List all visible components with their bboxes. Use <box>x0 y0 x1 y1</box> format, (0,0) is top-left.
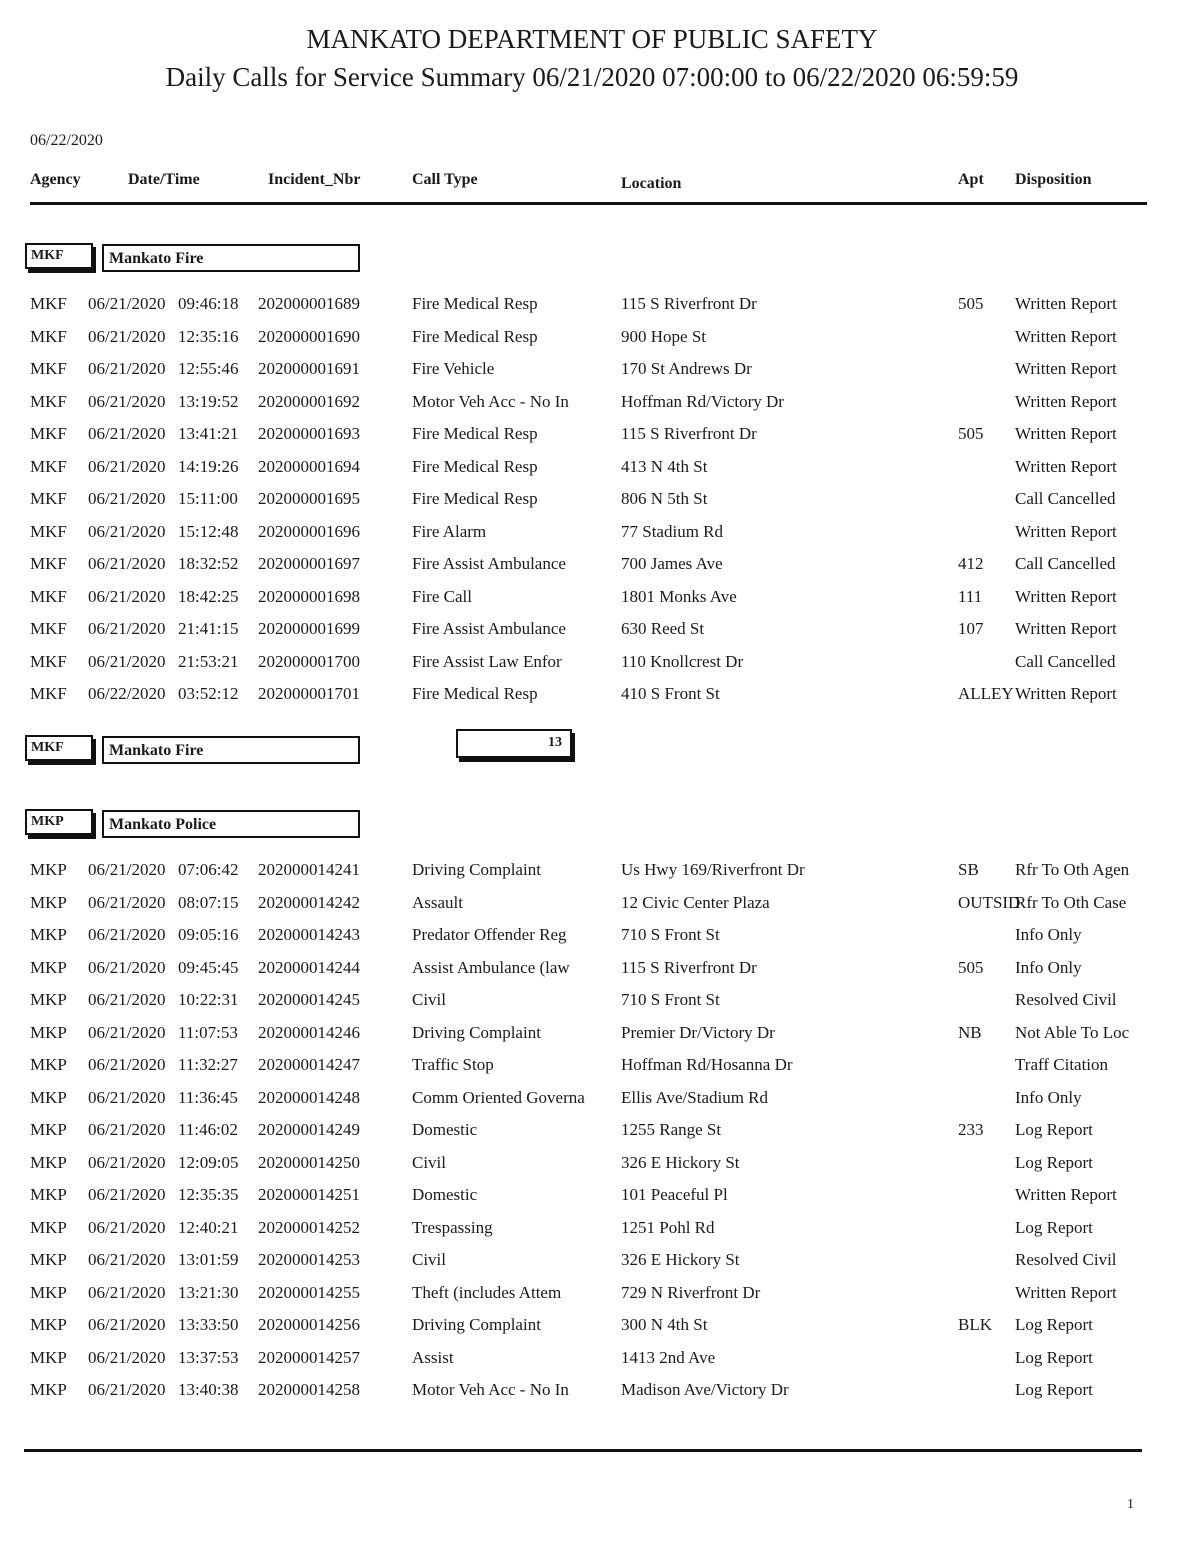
cell-disposition: Info Only <box>1015 957 1082 977</box>
cell-agency: MKF <box>30 586 67 606</box>
cell-time: 15:11:00 <box>178 489 238 508</box>
cell-date: 06/21/2020 <box>88 326 166 346</box>
cell-incident-number: 202000014249 <box>258 1120 360 1139</box>
cell-disposition: Written Report <box>1015 359 1117 378</box>
table-row <box>0 1348 1200 1374</box>
table-row <box>0 1283 1200 1309</box>
cell-disposition: Not Able To Loc <box>1015 1022 1130 1042</box>
cell-disposition: Rfr To Oth Agen <box>1015 860 1130 879</box>
cell-incident-number: 202000014242 <box>258 892 360 912</box>
column-header-location: Location <box>621 175 682 192</box>
table-row <box>0 457 1200 483</box>
cell-location: 110 Knollcrest Dr <box>621 651 744 671</box>
cell-incident-number: 202000001698 <box>258 586 360 606</box>
cell-incident-number: 202000014258 <box>258 1380 360 1399</box>
cell-date: 06/21/2020 <box>88 1347 166 1367</box>
cell-agency: MKF <box>30 489 67 508</box>
cell-call-type: Fire Medical Resp <box>412 684 538 703</box>
table-row <box>0 1315 1200 1341</box>
cell-time: 13:21:30 <box>178 1282 239 1302</box>
cell-call-type: Theft (includes Attem <box>412 1282 562 1302</box>
table-row <box>0 619 1200 645</box>
cell-date: 06/21/2020 <box>88 391 166 411</box>
cell-location: 630 Reed St <box>621 619 705 638</box>
table-row <box>0 294 1200 320</box>
cell-agency: MKF <box>30 456 67 476</box>
cell-agency: MKP <box>30 1055 67 1074</box>
fire-agency-name-box: Mankato Fire <box>102 244 360 272</box>
cell-call-type: Fire Alarm <box>412 521 487 541</box>
cell-incident-number: 202000001701 <box>258 684 360 703</box>
column-header-datetime: Date/Time <box>128 171 200 188</box>
cell-disposition: Written Report <box>1015 521 1117 541</box>
cell-apt: 111 <box>958 586 983 606</box>
cell-location: 101 Peaceful Pl <box>621 1185 728 1204</box>
cell-date: 06/21/2020 <box>88 1380 166 1399</box>
cell-agency: MKP <box>30 1022 67 1042</box>
cell-call-type: Fire Assist Law Enfor <box>412 651 562 671</box>
cell-time: 13:19:52 <box>178 391 239 411</box>
cell-date: 06/21/2020 <box>88 1250 166 1269</box>
cell-location: 326 E Hickory St <box>621 1250 740 1269</box>
column-header-apt: Apt <box>958 171 984 188</box>
column-header-incident: Incident_Nbr <box>268 171 361 188</box>
cell-incident-number: 202000001697 <box>258 554 360 573</box>
cell-disposition: Written Report <box>1015 326 1117 346</box>
cell-time: 10:22:31 <box>178 990 239 1009</box>
cell-incident-number: 202000001690 <box>258 326 360 346</box>
cell-call-type: Fire Assist Ambulance <box>412 554 566 573</box>
cell-date: 06/21/2020 <box>88 1087 166 1107</box>
cell-disposition: Written Report <box>1015 586 1117 606</box>
table-row <box>0 684 1200 710</box>
cell-incident-number: 202000001691 <box>258 359 360 378</box>
cell-agency: MKP <box>30 990 67 1009</box>
table-row <box>0 489 1200 515</box>
table-row <box>0 958 1200 984</box>
table-row <box>0 522 1200 548</box>
cell-call-type: Assault <box>412 892 463 912</box>
cell-agency: MKF <box>30 651 67 671</box>
cell-disposition: Log Report <box>1015 1380 1093 1399</box>
cell-agency: MKF <box>30 424 67 443</box>
cell-incident-number: 202000014257 <box>258 1347 360 1367</box>
cell-agency: MKF <box>30 391 67 411</box>
cell-time: 13:01:59 <box>178 1250 239 1269</box>
cell-incident-number: 202000014243 <box>258 925 360 944</box>
cell-disposition: Traff Citation <box>1015 1055 1109 1074</box>
cell-call-type: Fire Medical Resp <box>412 424 538 443</box>
cell-location: 1251 Pohl Rd <box>621 1217 715 1237</box>
cell-time: 12:09:05 <box>178 1152 239 1172</box>
cell-call-type: Traffic Stop <box>412 1055 494 1074</box>
cell-call-type: Civil <box>412 1250 447 1269</box>
table-row <box>0 893 1200 919</box>
cell-agency: MKP <box>30 1250 67 1269</box>
cell-agency: MKP <box>30 925 67 944</box>
cell-incident-number: 202000014244 <box>258 957 360 977</box>
cell-agency: MKP <box>30 1380 67 1399</box>
cell-time: 18:42:25 <box>178 586 239 606</box>
cell-agency: MKF <box>30 326 67 346</box>
column-header-disposition: Disposition <box>1015 171 1092 188</box>
cell-call-type: Predator Offender Reg <box>412 925 567 944</box>
cell-location: 413 N 4th St <box>621 456 708 476</box>
cell-location: 300 N 4th St <box>621 1315 708 1334</box>
cell-time: 18:32:52 <box>178 554 239 573</box>
cell-time: 11:46:02 <box>178 1120 238 1139</box>
cell-time: 09:46:18 <box>178 294 239 313</box>
header-rule <box>30 202 1147 205</box>
cell-location: 115 S Riverfront Dr <box>621 294 757 313</box>
cell-time: 03:52:12 <box>178 684 239 703</box>
cell-date: 06/21/2020 <box>88 1055 166 1074</box>
report-title: MANKATO DEPARTMENT OF PUBLIC SAFETY <box>306 24 878 54</box>
cell-agency: MKP <box>30 1282 67 1302</box>
cell-date: 06/21/2020 <box>88 424 166 443</box>
cell-agency: MKP <box>30 892 67 912</box>
cell-incident-number: 202000014241 <box>258 860 360 879</box>
cell-date: 06/21/2020 <box>88 925 166 944</box>
table-row <box>0 554 1200 580</box>
cell-agency: MKP <box>30 1217 67 1237</box>
cell-apt: 505 <box>958 957 984 977</box>
cell-incident-number: 202000014251 <box>258 1185 360 1204</box>
cell-disposition: Info Only <box>1015 925 1082 944</box>
cell-call-type: Civil <box>412 1152 447 1172</box>
police-agency-code-box: MKP <box>25 809 93 835</box>
cell-date: 06/21/2020 <box>88 294 166 313</box>
cell-disposition: Written Report <box>1015 684 1117 703</box>
report-subtitle: Daily Calls for Service Summary 06/21/2020 07:00:00 to 06/22/2020 06:59:59 <box>165 62 1019 92</box>
cell-call-type: Motor Veh Acc - No In <box>412 1380 569 1399</box>
cell-call-type: Fire Medical Resp <box>412 326 538 346</box>
table-row <box>0 327 1200 353</box>
cell-apt: 412 <box>958 554 984 573</box>
table-row <box>0 1153 1200 1179</box>
cell-agency: MKP <box>30 1347 67 1367</box>
cell-date: 06/21/2020 <box>88 1120 166 1139</box>
cell-disposition: Call Cancelled <box>1015 554 1116 573</box>
cell-apt: 505 <box>958 424 984 443</box>
report-date: 06/22/2020 <box>30 132 103 149</box>
cell-date: 06/21/2020 <box>88 1185 166 1204</box>
cell-time: 21:41:15 <box>178 619 239 638</box>
cell-location: 77 Stadium Rd <box>621 521 724 541</box>
cell-incident-number: 202000014256 <box>258 1315 360 1334</box>
cell-location: 12 Civic Center Plaza <box>621 892 770 912</box>
cell-disposition: Log Report <box>1015 1217 1093 1237</box>
cell-call-type: Fire Medical Resp <box>412 456 538 476</box>
cell-location: Ellis Ave/Stadium Rd <box>621 1087 769 1107</box>
cell-time: 13:37:53 <box>178 1347 239 1367</box>
table-row <box>0 860 1200 886</box>
table-row <box>0 359 1200 385</box>
cell-call-type: Driving Complaint <box>412 860 541 879</box>
cell-disposition: Log Report <box>1015 1315 1093 1334</box>
cell-call-type: Fire Medical Resp <box>412 489 538 508</box>
cell-agency: MKP <box>30 1087 67 1107</box>
cell-time: 11:36:45 <box>178 1087 238 1107</box>
cell-location: 1801 Monks Ave <box>621 586 737 606</box>
table-row <box>0 652 1200 678</box>
cell-call-type: Fire Medical Resp <box>412 294 538 313</box>
cell-date: 06/21/2020 <box>88 990 166 1009</box>
cell-date: 06/21/2020 <box>88 619 166 638</box>
cell-date: 06/21/2020 <box>88 521 166 541</box>
cell-time: 12:35:35 <box>178 1185 239 1204</box>
cell-apt: SB <box>958 860 979 879</box>
cell-apt: NB <box>958 1022 982 1042</box>
cell-time: 08:07:15 <box>178 892 239 912</box>
cell-call-type: Domestic <box>412 1120 478 1139</box>
cell-agency: MKF <box>30 684 67 703</box>
cell-date: 06/21/2020 <box>88 1315 166 1334</box>
cell-apt: OUTSID <box>958 892 1021 912</box>
cell-date: 06/21/2020 <box>88 651 166 671</box>
cell-location: 410 S Front St <box>621 684 720 703</box>
cell-call-type: Motor Veh Acc - No In <box>412 391 569 411</box>
cell-call-type: Assist Ambulance (law <box>412 957 570 977</box>
cell-apt: 233 <box>958 1120 984 1139</box>
cell-time: 14:19:26 <box>178 456 239 476</box>
cell-location: 115 S Riverfront Dr <box>621 424 757 443</box>
cell-agency: MKF <box>30 294 67 313</box>
cell-disposition: Written Report <box>1015 1185 1117 1204</box>
cell-time: 21:53:21 <box>178 651 239 671</box>
table-row <box>0 990 1200 1016</box>
cell-agency: MKP <box>30 860 67 879</box>
cell-date: 06/21/2020 <box>88 489 166 508</box>
table-row <box>0 392 1200 418</box>
cell-disposition: Rfr To Oth Case <box>1015 892 1127 912</box>
police-agency-name-box: Mankato Police <box>102 810 360 838</box>
table-row <box>0 587 1200 613</box>
cell-time: 13:40:38 <box>178 1380 239 1399</box>
fire-call-count-box: 13 <box>456 729 572 758</box>
cell-disposition: Written Report <box>1015 1282 1117 1302</box>
cell-incident-number: 202000014255 <box>258 1282 360 1302</box>
table-row <box>0 1088 1200 1114</box>
cell-disposition: Written Report <box>1015 294 1117 313</box>
cell-location: 806 N 5th St <box>621 489 708 508</box>
cell-location: 1413 2nd Ave <box>621 1347 716 1367</box>
cell-date: 06/21/2020 <box>88 586 166 606</box>
cell-agency: MKF <box>30 619 67 638</box>
cell-incident-number: 202000001699 <box>258 619 360 638</box>
cell-incident-number: 202000001696 <box>258 521 360 541</box>
table-row <box>0 1380 1200 1406</box>
cell-date: 06/21/2020 <box>88 359 166 378</box>
cell-call-type: Domestic <box>412 1185 478 1204</box>
cell-incident-number: 202000014250 <box>258 1152 360 1172</box>
cell-location: 326 E Hickory St <box>621 1152 740 1172</box>
cell-disposition: Written Report <box>1015 424 1117 443</box>
cell-time: 11:07:53 <box>178 1022 238 1042</box>
table-row <box>0 1218 1200 1244</box>
table-row <box>0 1185 1200 1211</box>
cell-agency: MKP <box>30 1185 67 1204</box>
cell-incident-number: 202000001695 <box>258 489 360 508</box>
cell-call-type: Fire Assist Ambulance <box>412 619 566 638</box>
cell-date: 06/22/2020 <box>88 684 166 703</box>
cell-disposition: Log Report <box>1015 1152 1093 1172</box>
cell-call-type: Civil <box>412 990 447 1009</box>
cell-apt: BLK <box>958 1315 992 1334</box>
table-row <box>0 1120 1200 1146</box>
cell-location: Premier Dr/Victory Dr <box>621 1022 775 1042</box>
cell-time: 15:12:48 <box>178 521 239 541</box>
table-row <box>0 1055 1200 1081</box>
table-row <box>0 424 1200 450</box>
cell-agency: MKP <box>30 1152 67 1172</box>
cell-call-type: Assist <box>412 1347 454 1367</box>
cell-incident-number: 202000014247 <box>258 1055 360 1074</box>
cell-date: 06/21/2020 <box>88 1282 166 1302</box>
cell-time: 11:32:27 <box>178 1055 238 1074</box>
cell-time: 12:55:46 <box>178 359 239 378</box>
cell-disposition: Log Report <box>1015 1120 1093 1139</box>
cell-location: Hoffman Rd/Hosanna Dr <box>621 1055 793 1074</box>
cell-date: 06/21/2020 <box>88 1152 166 1172</box>
cell-incident-number: 202000014252 <box>258 1217 360 1237</box>
cell-time: 12:40:21 <box>178 1217 239 1237</box>
cell-incident-number: 202000001689 <box>258 294 360 313</box>
cell-date: 06/21/2020 <box>88 1217 166 1237</box>
cell-incident-number: 202000014248 <box>258 1087 360 1107</box>
cell-location: Us Hwy 169/Riverfront Dr <box>621 860 805 879</box>
cell-time: 12:35:16 <box>178 326 239 346</box>
table-row <box>0 1250 1200 1276</box>
cell-call-type: Fire Call <box>412 586 472 606</box>
bottom-rule <box>24 1449 1142 1452</box>
cell-disposition: Written Report <box>1015 391 1117 411</box>
cell-location: 900 Hope St <box>621 326 706 346</box>
cell-location: 710 S Front St <box>621 990 720 1009</box>
cell-agency: MKF <box>30 359 67 378</box>
cell-location: 170 St Andrews Dr <box>621 359 752 378</box>
cell-call-type: Comm Oriented Governa <box>412 1087 585 1107</box>
cell-incident-number: 202000001700 <box>258 651 360 671</box>
cell-call-type: Driving Complaint <box>412 1022 541 1042</box>
cell-disposition: Written Report <box>1015 456 1117 476</box>
cell-location: 729 N Riverfront Dr <box>621 1282 761 1302</box>
cell-incident-number: 202000001694 <box>258 456 360 476</box>
cell-incident-number: 202000001693 <box>258 424 360 443</box>
cell-time: 13:41:21 <box>178 424 239 443</box>
page-number: 1 <box>1127 1497 1134 1512</box>
cell-disposition: Resolved Civil <box>1015 990 1117 1009</box>
cell-location: 710 S Front St <box>621 925 720 944</box>
cell-disposition: Call Cancelled <box>1015 651 1116 671</box>
cell-agency: MKF <box>30 554 67 573</box>
cell-disposition: Log Report <box>1015 1347 1093 1367</box>
cell-time: 09:45:45 <box>178 957 239 977</box>
cell-incident-number: 202000014253 <box>258 1250 360 1269</box>
cell-date: 06/21/2020 <box>88 554 166 573</box>
cell-apt: 505 <box>958 294 984 313</box>
cell-agency: MKF <box>30 521 67 541</box>
column-header-call-type: Call Type <box>412 171 478 188</box>
cell-location: 700 James Ave <box>621 554 723 573</box>
cell-date: 06/21/2020 <box>88 892 166 912</box>
cell-disposition: Resolved Civil <box>1015 1250 1117 1269</box>
cell-call-type: Fire Vehicle <box>412 359 495 378</box>
cell-apt: 107 <box>958 619 984 638</box>
fire-summary-code-box: MKF <box>25 735 93 761</box>
cell-apt: ALLEY <box>958 684 1014 703</box>
cell-time: 09:05:16 <box>178 925 239 944</box>
cell-date: 06/21/2020 <box>88 456 166 476</box>
cell-agency: MKP <box>30 1315 67 1334</box>
cell-call-type: Trespassing <box>412 1217 493 1237</box>
cell-date: 06/21/2020 <box>88 957 166 977</box>
column-header-agency: Agency <box>30 171 81 188</box>
cell-agency: MKP <box>30 1120 67 1139</box>
cell-incident-number: 202000014245 <box>258 990 360 1009</box>
cell-incident-number: 202000014246 <box>258 1022 360 1042</box>
cell-incident-number: 202000001692 <box>258 391 360 411</box>
fire-agency-code-box: MKF <box>25 243 93 269</box>
cell-location: 1255 Range St <box>621 1120 722 1139</box>
table-row <box>0 1023 1200 1049</box>
cell-time: 07:06:42 <box>178 860 239 879</box>
cell-time: 13:33:50 <box>178 1315 239 1334</box>
cell-disposition: Written Report <box>1015 619 1117 638</box>
cell-location: Hoffman Rd/Victory Dr <box>621 391 784 411</box>
cell-agency: MKP <box>30 957 67 977</box>
cell-location: Madison Ave/Victory Dr <box>621 1380 789 1399</box>
cell-location: 115 S Riverfront Dr <box>621 957 757 977</box>
cell-date: 06/21/2020 <box>88 860 166 879</box>
cell-date: 06/21/2020 <box>88 1022 166 1042</box>
fire-summary-name-box: Mankato Fire <box>102 736 360 764</box>
cell-disposition: Info Only <box>1015 1087 1082 1107</box>
cell-disposition: Call Cancelled <box>1015 489 1116 508</box>
table-row <box>0 925 1200 951</box>
cell-call-type: Driving Complaint <box>412 1315 541 1334</box>
